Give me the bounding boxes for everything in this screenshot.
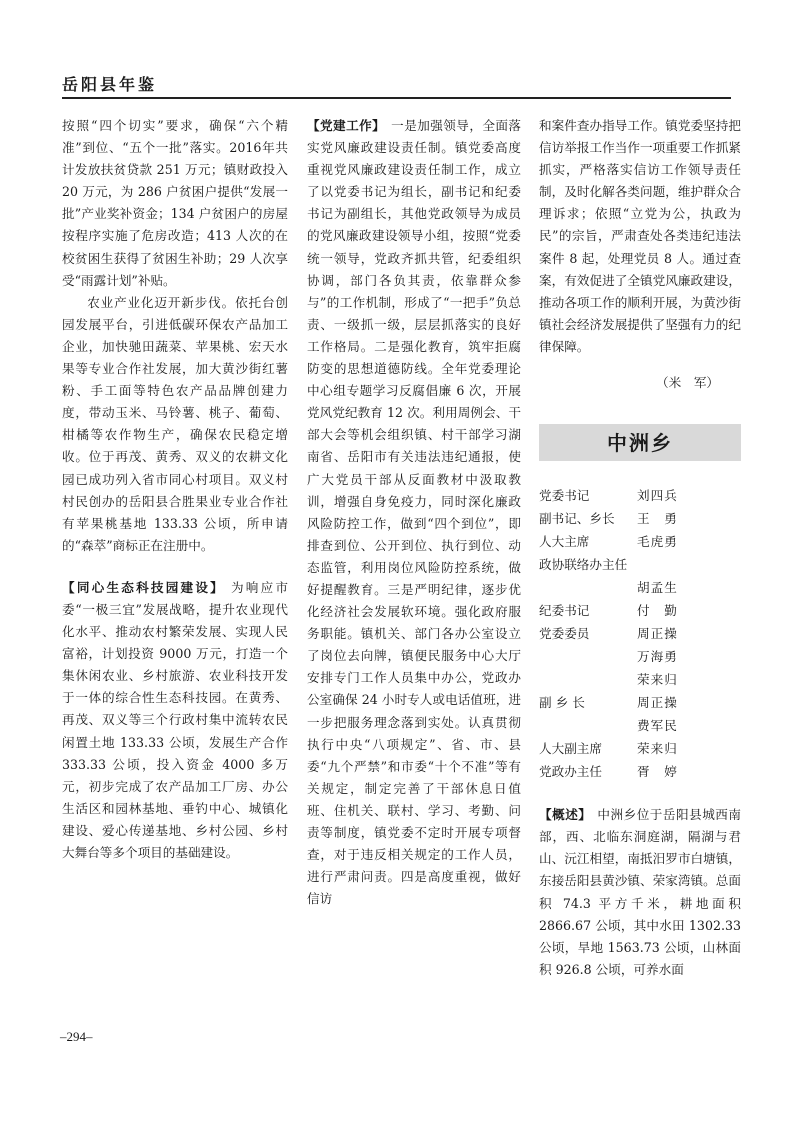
column-right <box>539 115 741 981</box>
paragraph-continuation: 和案件查办指导工作。镇党委坚持把信访举报工作当作一项重要工作抓紧抓实，严格落实信访工作领导责任制，及时化解各类问题，维护群众合理诉求；依照“立党为公，执政为民”的宗旨，严肃查处各类违纪违法案件 8 起，处理党员 8 人。通过查案，有效促进了全镇党风廉政建设，推动各项工作的顺利开展，为黄沙街镇社会经济发展提供了坚强有力的纪律保障。 <box>539 118 741 354</box>
roster-name: 胥 婷 <box>637 764 678 780</box>
roster-row <box>539 508 741 531</box>
roster-name: 周正操 <box>637 626 678 642</box>
section-body-overview: 中洲乡位于岳阳县城西南部，西、北临东洞庭湖，隔湖与君山、沅江相望，南抵汨罗市白塘镇，东接岳阳县黄沙镇、荣家湾镇。总面积 74.3 平方千米，耕地面积 2866.67 公顷，其中水田 1302.33 公顷，旱地 1563.73 公顷，山林面积 926.8 公顷，可养水面 <box>539 807 742 977</box>
roster-name: 胡孟生 <box>637 580 678 596</box>
roster-row <box>539 485 741 508</box>
section-heading-eco-park: 【同心生态科技园建设】 <box>62 579 225 595</box>
roster-row <box>539 692 741 715</box>
section-banner <box>539 424 741 461</box>
page-number: –294– <box>60 1029 93 1044</box>
roster-name: 周正操 <box>637 695 678 711</box>
section-party-building <box>307 115 521 910</box>
author-byline: （米 军） <box>656 375 719 391</box>
section-overview <box>539 804 741 981</box>
roster-name: 毛虎勇 <box>637 534 678 550</box>
roster-row <box>539 554 741 577</box>
section-eco-park <box>62 577 288 864</box>
roster-title: 政协联络办主任 <box>539 557 628 573</box>
roster-title: 副 乡 长 <box>539 695 585 711</box>
section-heading-party-building: 【党建工作】 <box>307 118 386 133</box>
column-middle <box>307 115 521 910</box>
roster-title: 党委委员 <box>539 626 590 642</box>
running-title: 岳阳县年鉴 <box>62 75 158 94</box>
roster-name: 付 勤 <box>637 603 678 619</box>
roster-title: 纪委书记 <box>539 603 590 619</box>
section-body-eco-park: 为响应市委“一极三宜”发展战略，提升农业现代化水平、推动农村繁荣发展、实现人民富裕，计划投资 9000 万元，打造一个集休闲农业、乡村旅游、农业科技开发于一体的综合性生态科技园。在黄秀、再茂、双义等三个行政村集中流转农民闲置土地 133.33 公顷，发展生产合作 333.33 公顷，投入资金 4000 多万元，初步完成了农产品加工厂房、办公生活区和园林基地、垂钓中心、城镇化建设、爱心传递基地、乡村公园、乡村大舞台等多个项目的基础建设。 <box>62 579 289 860</box>
roster-row <box>539 600 741 623</box>
roster-title: 人大副主席 <box>539 741 602 757</box>
leadership-roster <box>539 485 741 784</box>
roster-row <box>539 669 741 692</box>
section-title: 中洲乡 <box>607 430 673 455</box>
roster-row <box>539 761 741 784</box>
section-heading-overview: 【概述】 <box>539 807 592 823</box>
roster-row <box>539 715 741 738</box>
roster-title: 党政办主任 <box>539 764 602 780</box>
roster-name: 万海勇 <box>637 649 678 665</box>
roster-name: 王 勇 <box>637 511 678 527</box>
section-body-party-building: 一是加强领导，全面落实党风廉政建设责任制。镇党委高度重视党风廉政建设责任制工作，成立了以党委书记为组长，副书记和纪委书记为副组长，其他党政领导为成员的党风廉政建设领导小组，按照“党委统一领导，党政齐抓共管，纪委组织协调，部门各负其责，依靠群众参与”的工作机制，形成了“一把手”负总责、一级抓一级，层层抓落实的良好工作格局。二是强化教育，筑牢拒腐防变的思想道德防线。全年党委理论中心组专题学习反腐倡廉 6 次，开展党风党纪教育 12 次。利用周例会、干部大会等机会组织镇、村干部学习湖南省、岳阳市有关违法违纪通报，使广大党员干部从反面教材中汲取教训，增强自身免疫力，同时深化廉政风险防控工作，做到“四个到位”，即排查到位、公开到位、执行到位、动态监管，利用岗位风险防控系统，做好提醒教育。三是严明纪律，逐步优化经济社会发展软环境。强化政府服务职能。镇机关、部门各办公室设立了岗位去向牌，镇便民服务中心大厅安排专门工作人员集中办公，党政办公室确保 24 小时专人或电话值班，进一步把服务理念落到实处。认真贯彻执行中央“八项规定”、省、市、县委“九个严禁”和市委“十个不准”等有关规定，制定完善了干部休息日值班、住机关、联村、学习、考勤、问责等制度，镇党委不定时开展专项督查，对于违反相关规定的工作人员，进行严肃问责。四是高度重视，做好信访 <box>307 118 522 907</box>
paragraph-agri-industry: 农业产业化迈开新步伐。依托台创园发展平台，引进低碳环保农产品加工企业，加快驰田蔬菜、苹果桃、宏天水果等专业合作社发展，加大黄沙街红薯粉、手工面等特色农产品品牌创建力度，带动玉米、马铃薯、桃子、葡萄、柑橘等农作物生产，确保农民稳定增收。位于再茂、黄秀、双义的农耕文化园已成功列入省市同心村项目。双义村村民创办的岳阳县合胜果业专业合作社有苹果桃基地 133.33 公顷，所申请的“森萃”商标正在注册中。 <box>62 294 288 553</box>
roster-name: 费军民 <box>637 718 678 734</box>
column-left <box>62 115 288 864</box>
roster-title: 人大主席 <box>539 534 590 550</box>
roster-row <box>539 623 741 646</box>
roster-title: 副书记、乡长 <box>539 511 615 527</box>
roster-name: 荣来归 <box>637 741 678 757</box>
paragraph-poverty-relief: 按照“四个切实”要求，确保“六个精准”到位、“五个一批”落实。2016年共计发放扶贫贷款 251 万元；镇财政投入 20 万元，为 286 户贫困户提供“发展一批”产业奖补资金；134 户贫困户的房屋按程序实施了危房改造；413 人次的在校贫困生获得了贫困生补助；29 人次享受“雨露计划”补贴。 <box>62 118 288 288</box>
roster-name: 刘四兵 <box>637 488 678 504</box>
roster-title: 党委书记 <box>539 488 590 504</box>
roster-row <box>539 646 741 669</box>
roster-row <box>539 531 741 554</box>
roster-row <box>539 577 741 600</box>
header-rule <box>62 97 731 99</box>
roster-name: 荣来归 <box>637 672 678 688</box>
roster-row <box>539 738 741 761</box>
